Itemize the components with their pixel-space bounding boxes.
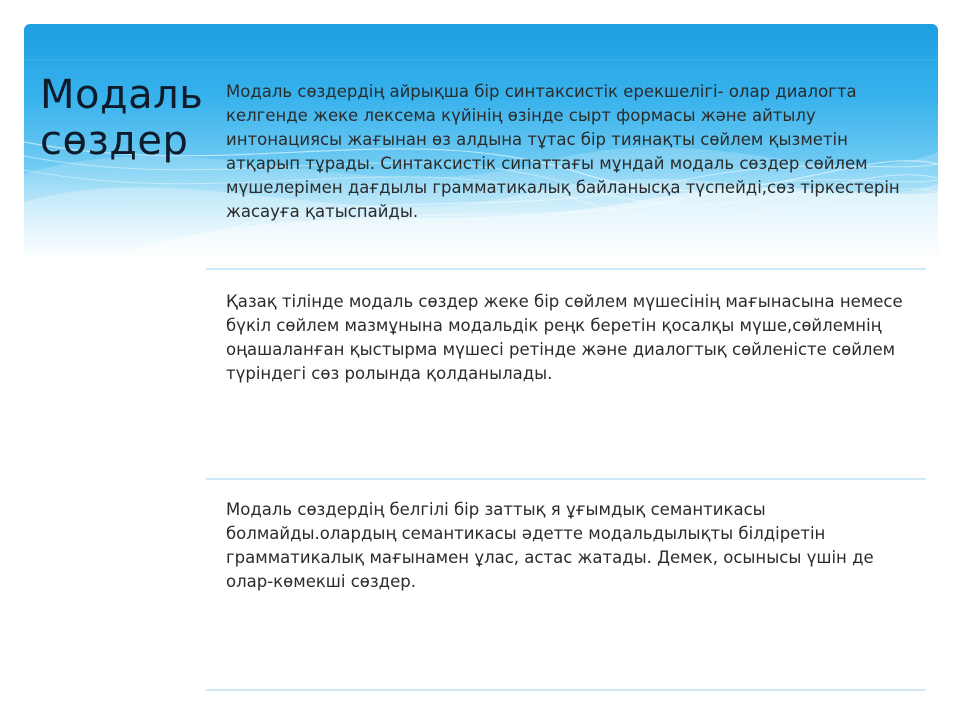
separator-line	[206, 478, 926, 480]
slide-title: Модаль сөздер	[40, 72, 204, 164]
paragraph-usage-in-kazakh: Қазақ тілінде модаль сөздер жеке бір сөйлем мүшесінің мағынасына немесе бүкіл сөйлем мазмұнына модальдік реңк беретін қосалқы мүше,сөйлемнің оңашаланған қыстырма мүшесі ретінде және диалогтық сөйленісте сөйлем түріндегі сөз ролында қолданылады.	[226, 292, 903, 383]
separator-line	[206, 689, 926, 691]
separator-line	[206, 268, 926, 270]
paragraph-semantics: Модаль сөздердің белгілі бір заттық я ұғымдық семантикасы болмайды.олардың семантикасы әдетте модальдылықты білдіретін грамматикалық мағынамен ұлас, астас жатады. Демек, осынысы үшін де олар-көмекші сөздер.	[226, 500, 874, 591]
paragraph-syntactic-feature: Модаль сөздердің айрықша бір синтаксистік ерекшелігі- олар диалогта келгенде жеке лексема күйінің өзінде сырт формасы және айтылу интонациясы жағынан өз алдына тұтас бір тиянақты сөйлем қызметін атқарып тұрады. Синтаксистік сипаттағы мұндай модаль сөздер сөйлем мүшелерімен дағдылы грамматикалық байланысқа түспейді,сөз тіркестерін жасауға қатыспайды.	[226, 82, 900, 221]
